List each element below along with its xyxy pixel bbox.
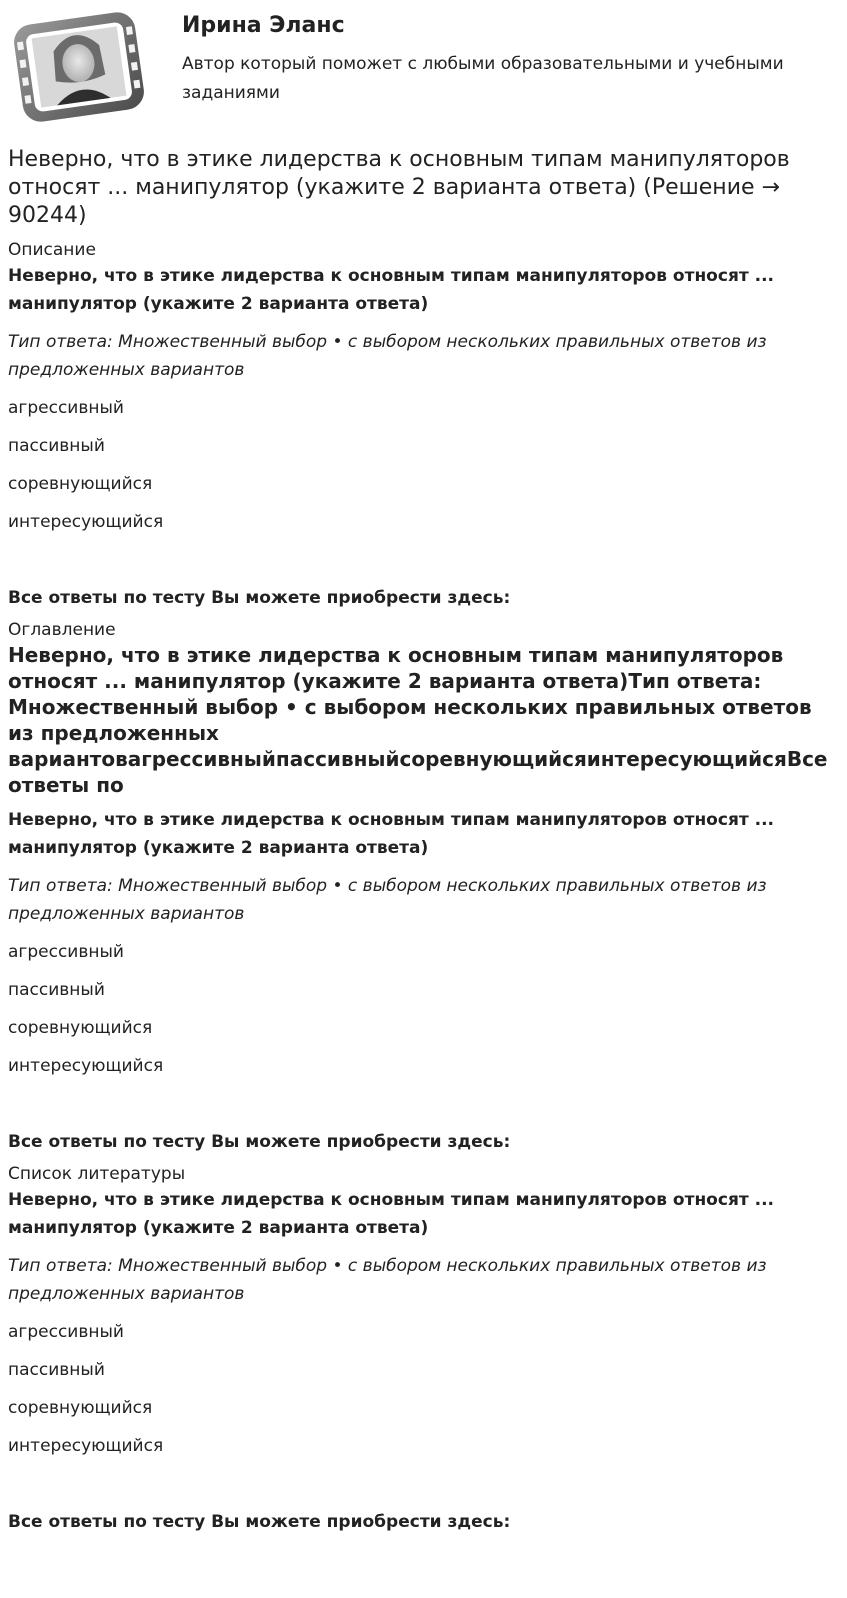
author-photo-frame-icon [8, 8, 150, 126]
answer-option: интересующийся [8, 1056, 164, 1076]
answer-option: агрессивный [8, 942, 124, 962]
author-avatar [8, 8, 150, 126]
author-description: Автор который поможет с любыми образовательными и учебными заданиями [182, 54, 784, 103]
answer-option: интересующийся [8, 1436, 164, 1456]
author-name: Ирина Эланс [182, 13, 345, 38]
answer-option: соревнующийся [8, 1398, 153, 1418]
answer-type: Тип ответа: Множественный выбор • с выбором нескольких правильных ответов из предложенных вариантов [8, 1256, 767, 1304]
answer-option: пассивный [8, 436, 105, 456]
description-section [8, 238, 830, 612]
question-text: Неверно, что в этике лидерства к основным типам манипуляторов относят ... манипулятор (укажите 2 варианта ответа) [8, 1190, 775, 1238]
answer-option: агрессивный [8, 1322, 124, 1342]
toc-section [8, 618, 830, 1156]
question-text: Неверно, что в этике лидерства к основным типам манипуляторов относят ... манипулятор (укажите 2 варианта ответа) [8, 810, 775, 858]
answer-option: пассивный [8, 980, 105, 1000]
answer-type: Тип ответа: Множественный выбор • с выбором нескольких правильных ответов из предложенных вариантов [8, 332, 767, 380]
buy-answers-text: Все ответы по тесту Вы можете приобрести здесь: [8, 1132, 511, 1152]
answer-option: соревнующийся [8, 1018, 153, 1038]
answer-type: Тип ответа: Множественный выбор • с выбором нескольких правильных ответов из предложенных вариантов [8, 876, 767, 924]
section-label-toc: Оглавление [8, 620, 116, 640]
spacer [8, 1090, 830, 1128]
buy-answers-text: Все ответы по тесту Вы можете приобрести здесь: [8, 1512, 511, 1532]
buy-answers-text: Все ответы по тесту Вы можете приобрести здесь: [8, 588, 511, 608]
answer-option: пассивный [8, 1360, 105, 1380]
page-title: Неверно, что в этике лидерства к основным типам манипуляторов относят ... манипулятор (укажите 2 варианта ответа) (Решение → 90244) [8, 147, 790, 228]
section-label-description: Описание [8, 240, 96, 260]
spacer [8, 546, 830, 584]
answer-option: интересующийся [8, 512, 164, 532]
author-header [8, 8, 839, 128]
question-text: Неверно, что в этике лидерства к основным типам манипуляторов относят ... манипулятор (укажите 2 варианта ответа) [8, 266, 775, 314]
spacer [8, 1470, 830, 1508]
main-content [8, 146, 830, 1542]
literature-section [8, 1162, 830, 1536]
section-label-literature: Список литературы [8, 1164, 186, 1184]
answer-option: агрессивный [8, 398, 124, 418]
answer-option: соревнующийся [8, 474, 153, 494]
toc-heading: Неверно, что в этике лидерства к основным типам манипуляторов относят ... манипулятор (укажите 2 варианта ответа)Тип ответа: Множественный выбор • с выбором нескольких правильных ответов из предложенных вариантовагрессивныйпассивныйсоревнующийсяинтересующийсяВсе ответы по [8, 643, 828, 797]
